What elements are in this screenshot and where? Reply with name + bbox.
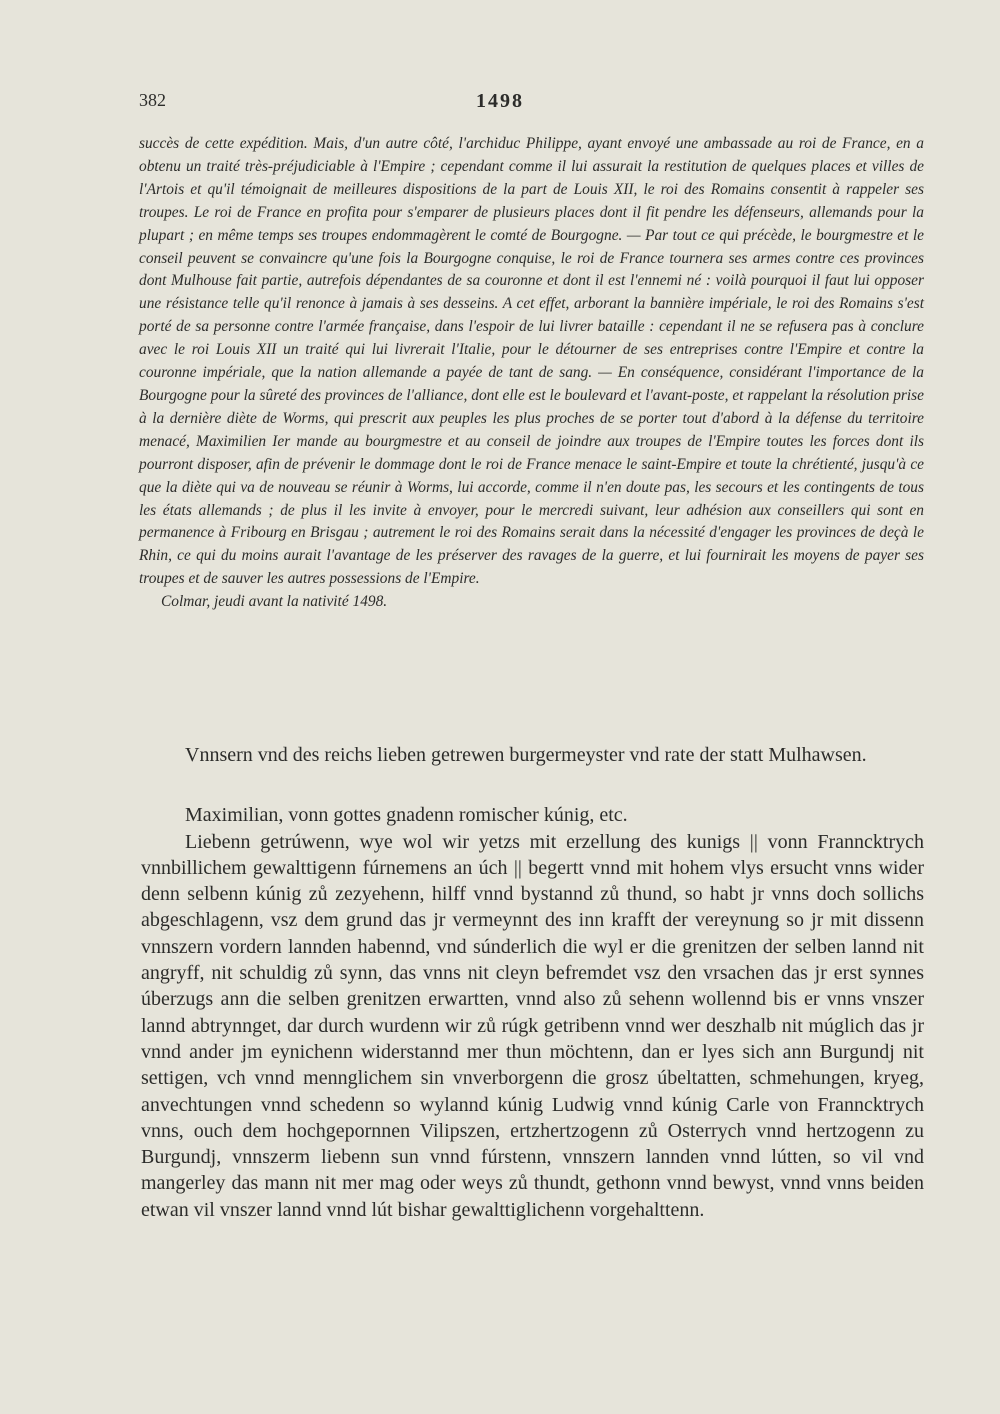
letter-text bbox=[141, 742, 924, 1223]
running-head-year: 1498 bbox=[476, 90, 524, 112]
page-number: 382 bbox=[139, 90, 166, 110]
letter-address: Vnnsern vnd des reichs lieben getrewen burgermeyster vnd rate der statt Mulhawsen. bbox=[185, 744, 867, 766]
summary-paragraph: succès de cette expédition. Mais, d'un autre côté, l'archiduc Philippe, ayant envoyé une ambassade au roi de France, en a obtenu un traité très-préjudiciable à l'Empire ; cependant comme il lui assurait la restitution de quelques places et villes de l'Artois et qu'il témoignait de meilleures dispositions de la part de Louis XII, le roi des Romains consentit à rappeler ses troupes. Le roi de France en profita pour s'emparer de plusieurs places dont il fit pendre les défenseurs, allemands pour la plupart ; en même temps ses troupes endommagèrent le comté de Bourgogne. — Par tout ce qui précède, le bourgmestre et le conseil peuvent se convaincre qu'une fois la Bourgogne conquise, le roi de France tournera ses armes contre ces provinces dont Mulhouse fait partie, autrefois dépendantes de sa couronne et dont il est l'ennemi né : voilà pourquoi il faut lui opposer une résistance telle qu'il renonce à jamais à ses desseins. A cet effet, arborant la bannière impériale, le roi des Romains s'est porté de sa personne contre l'armée française, dans l'espoir de lui livrer bataille : cependant il ne se refusera pas à conclure avec le roi Louis XII un traité qui lui livrerait l'Italie, pour le détourner de ses entreprises contre l'Empire et contre la couronne impériale, que la nation allemande a payée de tant de sang. — En conséquence, considérant l'importance de la Bourgogne pour la sûreté des provinces de l'alliance, dont elle est le boulevard et l'avant-poste, et rappelant la résolution prise à la dernière diète de Worms, qui prescrit aux peuples les plus proches de se porter tout d'abord à la défense du territoire menacé, Maximilien Ier mande au bourgmestre et au conseil de joindre aux troupes de l'Empire toutes les forces dont ils pourront disposer, afin de prévenir le dommage dont le roi de France menace le saint-Empire et toute la chrétienté, jusqu'à ce que la diète qui va de nouveau se réunir à Worms, lui accorde, comme il n'en doute pas, les secours et les contingents de tous les états allemands ; de plus il les invite à envoyer, pour le mercredi suivant, leur adhésion aux conseillers qui sont en permanence à Fribourg en Brisgau ; autrement le roi des Romains serait dans la nécessité d'engager les provinces de deçà le Rhin, ce qui du moins aurait l'avantage de les préserver des ravages de la guerre, et lui fournirait les moyens de payer ses troupes et de sauver les autres possessions de l'Empire. bbox=[139, 135, 924, 588]
french-summary bbox=[139, 133, 924, 614]
letter-body: Liebenn getrúwenn, wye wol wir yetzs mit erzellung des kunigs || vonn Franncktrych vnnbillichem gewalttigenn fúrnemens an úch || begertt vnnd mit hohem vlys ersucht vnns wider denn selbenn kúnig zů zezyehenn, hilff vnnd bystannd zů thund, so habt jr vnns doch sollichs abgeschlagenn, vsz dem grund das jr vermeynnt des inn krafft der vereynung so jr mit dissenn vnnszern vordern lannden habennd, vnd súnderlich die wyl er die grenitzen der selben lannd nit angryff, nit schuldig zů synn, das vnns nit cleyn befremdet vsz den vrsachen das jr erst synnes úberzugs ann die selben grenitzen erwartten, vnnd also zů sehenn wollennd bis er vnns vnszer lannd abtrynnget, dar durch wurdenn wir zů rúgk getribenn vnnd wer deszhalb nit múglich das jr vnnd ander jm eynichenn widerstannd mer thun möchtenn, dan er lyes sich ann Burgundj nit settigen, vch vnnd mennglichem sin vnverborgenn die grosz úbeltatten, schmehungen, kryeg, anvechtungen vnnd schedenn so wylannd kúnig Ludwig vnnd kúnig Carle von Franncktrych vnns, ouch dem hochgepornnen Vilipszen, ertzhertzogenn zů Osterrych vnnd hertzogenn zu Burgundj, vnnszerm liebenn sun vnnd fúrstenn, vnnszern lannden vnnd lútten, so vil vnd mangerley das mann nit mer mag oder weys zů thundt, gethonn vnnd bewyst, vnnd vnns beiden etwan vil vnszer lannd vnnd lút bishar gewalttiglichenn vorgehalttenn. bbox=[141, 830, 924, 1221]
summary-signoff: Colmar, jeudi avant la nativité 1498. bbox=[161, 593, 388, 611]
letter-greeting: Maximilian, vonn gottes gnadenn romischer kúnig, etc. bbox=[185, 804, 628, 827]
